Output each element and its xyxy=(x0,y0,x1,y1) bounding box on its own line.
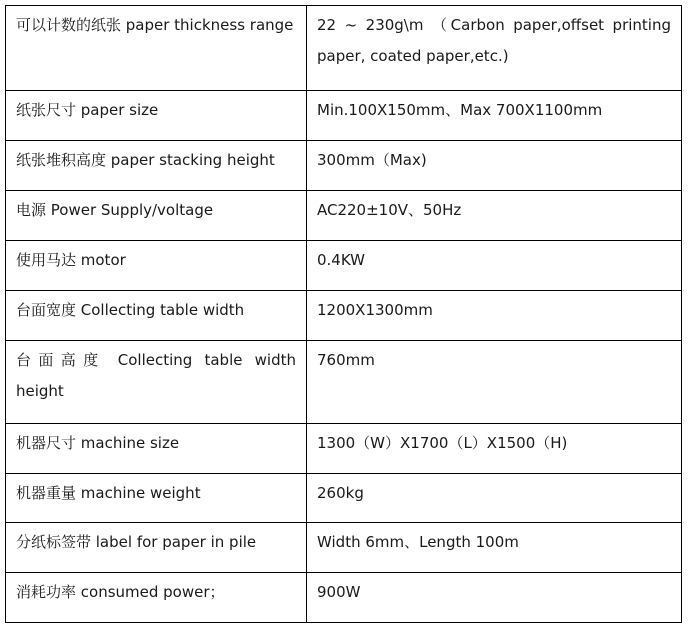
spec-value: 300mm（Max) xyxy=(307,141,682,191)
spec-label: 机器尺寸 machine size xyxy=(6,424,307,474)
spec-table xyxy=(5,5,682,623)
spec-value: 22 ~ 230g\m （Carbon paper,offset printing paper, coated paper,etc.) xyxy=(307,6,682,91)
spec-label: 分纸标签带 label for paper in pile xyxy=(6,523,307,573)
spec-label: 纸张堆积高度 paper stacking height xyxy=(6,141,307,191)
spec-value: 260kg xyxy=(307,474,682,523)
spec-value: 900W xyxy=(307,573,682,623)
spec-value: Min.100X150mm、Max 700X1100mm xyxy=(307,91,682,141)
spec-value: Width 6mm、Length 100m xyxy=(307,523,682,573)
table-row xyxy=(6,91,682,141)
spec-label: 电源 Power Supply/voltage xyxy=(6,191,307,241)
spec-label: 机器重量 machine weight xyxy=(6,474,307,523)
table-row xyxy=(6,474,682,523)
spec-value: 760mm xyxy=(307,341,682,424)
table-row xyxy=(6,191,682,241)
table-row xyxy=(6,6,682,91)
table-row xyxy=(6,141,682,191)
table-row xyxy=(6,291,682,341)
spec-value: AC220±10V、50Hz xyxy=(307,191,682,241)
spec-label: 台面宽度 Collecting table width xyxy=(6,291,307,341)
spec-value: 1200X1300mm xyxy=(307,291,682,341)
table-row xyxy=(6,241,682,291)
spec-label: 可以计数的纸张 paper thickness range xyxy=(6,6,307,91)
spec-label: 纸张尺寸 paper size xyxy=(6,91,307,141)
table-row xyxy=(6,523,682,573)
table-row xyxy=(6,424,682,474)
spec-label: 消耗功率 consumed power； xyxy=(6,573,307,623)
table-row xyxy=(6,573,682,623)
spec-label: 台面高度 Collecting table width height xyxy=(6,341,307,424)
spec-value: 1300（W）X1700（L）X1500（H) xyxy=(307,424,682,474)
spec-label: 使用马达 motor xyxy=(6,241,307,291)
spec-value: 0.4KW xyxy=(307,241,682,291)
table-row xyxy=(6,341,682,424)
